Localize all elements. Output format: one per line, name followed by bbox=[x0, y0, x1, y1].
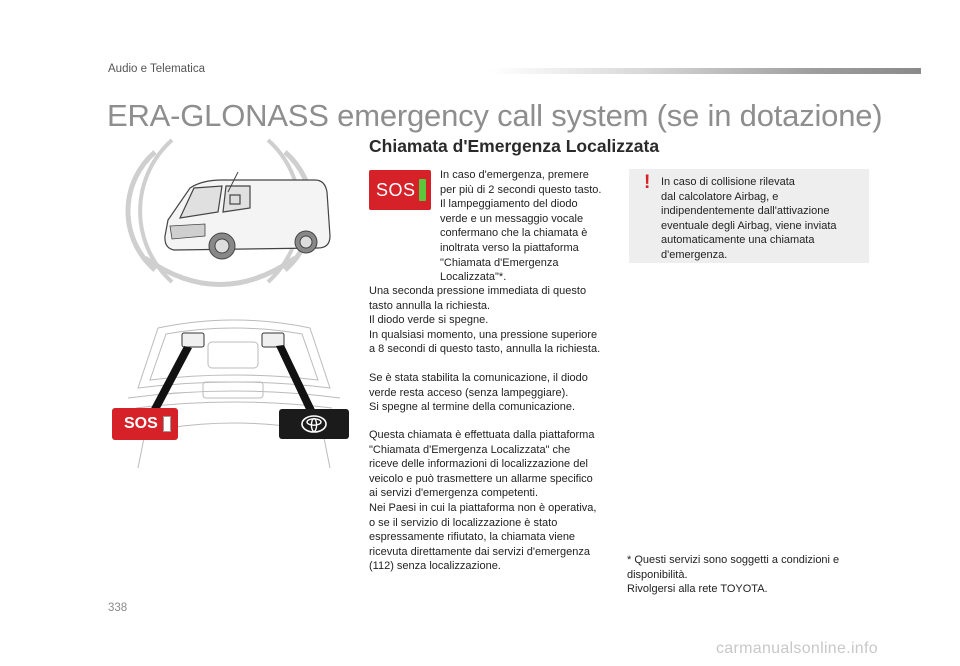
page-number: 338 bbox=[108, 602, 128, 614]
van-illustration bbox=[110, 136, 360, 296]
toyota-logo-icon bbox=[301, 415, 327, 433]
watermark: carmanualsonline.info bbox=[716, 640, 878, 657]
sos-badge bbox=[369, 170, 431, 210]
paragraph-platform: Questa chiamata è effettuata dalla piattaforma "Chiamata d'Emergenza Localizzata" che riceve delle informazioni di localizzazione del veicolo e può trasmettere un allarme specifico ai servizi d'emergenza competenti. Nei Paesi in cui la piattaforma non è operativa, o se il servizio di localizzazione è stato espressamente rifiutato, la chiamata viene ricevuta direttamente dai servizi d'emergenza (112) senza localizzazione. bbox=[369, 429, 597, 573]
sos-button-label: SOS bbox=[124, 415, 158, 432]
sos-green-led bbox=[419, 179, 426, 201]
header-bar bbox=[490, 68, 921, 74]
page-title: ERA-GLONASS emergency call system (se in dotazione) bbox=[107, 98, 883, 133]
footnote: * Questi servizi sono soggetti a condizioni e disponibilità. Rivolgersi alla rete TOYOTA. bbox=[627, 554, 840, 596]
paragraph-cancel: Una seconda pressione immediata di questo tasto annulla la richiesta. Il diodo verde si spegne. In qualsiasi momento, una pressione superiore a 8 secondi di questo tasto, annulla la richiesta. bbox=[369, 285, 601, 356]
section-subtitle: Chiamata d'Emergenza Localizzata bbox=[369, 136, 660, 156]
warning-text: In caso di collisione rilevata dal calcolatore Airbag, e indipendentemente dall'attivazione eventuale degli Airbag, viene inviata automaticamente una chiamata d'emergenza. bbox=[661, 176, 837, 261]
section-label: Audio e Telematica bbox=[108, 63, 205, 75]
toyota-button-callout bbox=[279, 409, 349, 439]
warning-exclamation-icon: ! bbox=[644, 172, 651, 193]
intro-text: In caso d'emergenza, premere per più di 2 secondi questo tasto. Il lampeggiamento del diodo verde e un messaggio vocale confermano che la chiamata è inoltrata verso la piattaforma "Chiamata d'Emergenza Localizzata"*. bbox=[440, 169, 602, 284]
sos-button-callout bbox=[112, 408, 178, 440]
sos-led-indicator bbox=[163, 416, 171, 432]
paragraph-connection: Se è stata stabilita la comunicazione, il diodo verde resta acceso (senza lampeggiare). Si spegne al termine della comunicazione. bbox=[369, 372, 588, 414]
ceiling-console-illustration bbox=[108, 318, 360, 470]
sos-badge-label: SOS bbox=[376, 179, 416, 200]
